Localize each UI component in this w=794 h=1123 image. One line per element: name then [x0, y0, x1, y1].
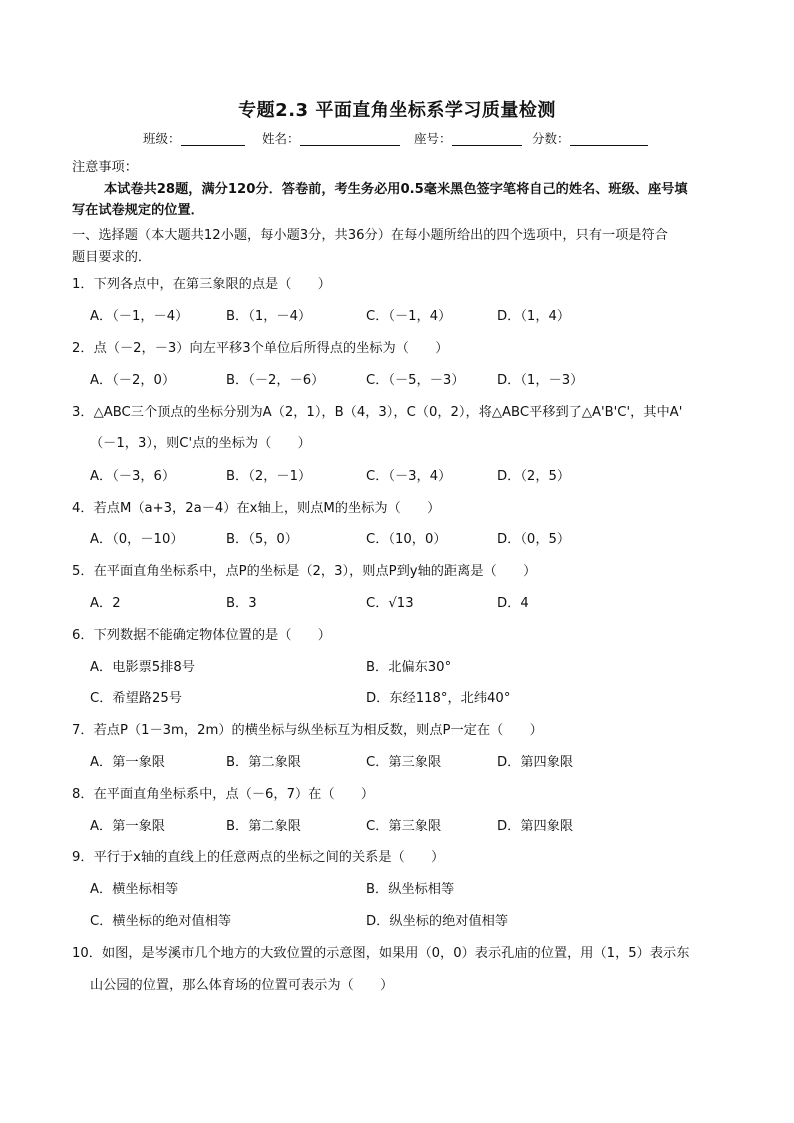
question-9-stem: 9．平行于x轴的直线上的任意两点的坐标之间的关系是（ ）: [72, 850, 445, 865]
seat-blank[interactable]: [452, 132, 522, 146]
question-3-option-c[interactable]: C．（－3，4）: [366, 469, 452, 484]
name-blank[interactable]: [300, 132, 400, 146]
question-1-option-a[interactable]: A．（－1，－4）: [90, 309, 189, 324]
question-6-option-b[interactable]: B．北偏东30°: [366, 660, 452, 675]
score-blank[interactable]: [570, 132, 648, 146]
question-2-option-c[interactable]: C．（－5，－3）: [366, 373, 465, 388]
page-title: 专题2.3 平面直角坐标系学习质量检测: [238, 100, 556, 121]
section-heading-line-1: 一、选择题（本大题共12小题，每小题3分，共36分）在每小题所给出的四个选项中，只有一项是符合: [72, 228, 668, 243]
question-1-option-c[interactable]: C．（－1，4）: [366, 309, 452, 324]
question-3-option-b[interactable]: B．（2，－1）: [226, 469, 312, 484]
seat-label: 座号：: [414, 131, 452, 146]
question-9-option-b[interactable]: B．纵坐标相等: [366, 882, 455, 897]
question-8-stem: 8．在平面直角坐标系中，点（－6，7）在（ ）: [72, 787, 375, 802]
question-1-stem: 1．下列各点中，在第三象限的点是（ ）: [72, 277, 331, 292]
question-7-option-d[interactable]: D．第四象限: [497, 755, 574, 770]
name-label: 姓名：: [262, 131, 300, 146]
question-3-option-d[interactable]: D．（2，5）: [497, 469, 571, 484]
question-4-option-b[interactable]: B．（5，0）: [226, 532, 298, 547]
question-6-option-d[interactable]: D．东经118°，北纬40°: [366, 691, 511, 706]
question-6-option-a[interactable]: A．电影票5排8号: [90, 660, 195, 675]
question-1-option-d[interactable]: D．（1，4）: [497, 309, 571, 324]
score-label: 分数：: [532, 131, 570, 146]
question-3-stem-line-2: （－1，3），则C'点的坐标为（ ）: [90, 436, 311, 451]
class-blank[interactable]: [181, 132, 245, 146]
question-9-option-a[interactable]: A．横坐标相等: [90, 882, 179, 897]
question-5-stem: 5．在平面直角坐标系中，点P的坐标是（2，3），则点P到y轴的距离是（ ）: [72, 564, 537, 579]
question-4-option-d[interactable]: D．（0，5）: [497, 532, 571, 547]
question-7-option-c[interactable]: C．第三象限: [366, 755, 442, 770]
question-2-option-d[interactable]: D．（1，－3）: [497, 373, 584, 388]
question-5-option-c[interactable]: C．√13: [366, 596, 414, 611]
question-8-option-c[interactable]: C．第三象限: [366, 819, 442, 834]
question-9-option-d[interactable]: D．纵坐标的绝对值相等: [366, 914, 509, 929]
question-2-stem: 2．点（－2，－3）向左平移3个单位后所得点的坐标为（ ）: [72, 341, 449, 356]
question-4-option-c[interactable]: C．（10，0）: [366, 532, 447, 547]
question-9-option-c[interactable]: C．横坐标的绝对值相等: [90, 914, 232, 929]
notice-line-2: 写在试卷规定的位置．: [72, 203, 204, 218]
question-6-stem: 6．下列数据不能确定物体位置的是（ ）: [72, 628, 331, 643]
question-3-stem-line-1: 3．△ABC三个顶点的坐标分别为A（2，1），B（4，3），C（0，2），将△ABC平移到了△A'B'C'，其中A': [72, 405, 683, 420]
question-2-option-a[interactable]: A．（－2，0）: [90, 373, 176, 388]
question-8-option-a[interactable]: A．第一象限: [90, 819, 165, 834]
section-heading-line-2: 题目要求的．: [72, 250, 152, 265]
question-5-option-b[interactable]: B．3: [226, 596, 257, 611]
class-label: 班级：: [143, 131, 181, 146]
question-7-option-a[interactable]: A．第一象限: [90, 755, 165, 770]
question-6-option-c[interactable]: C．希望路25号: [90, 691, 182, 706]
question-10-stem-line-1: 10．如图，是岑溪市几个地方的大致位置的示意图，如果用（0，0）表示孔庙的位置，用（1，5）表示东: [72, 946, 690, 961]
seat-field: [414, 129, 522, 147]
question-3-option-a[interactable]: A．（－3，6）: [90, 469, 176, 484]
question-5-option-a[interactable]: A．2: [90, 596, 121, 611]
question-8-option-b[interactable]: B．第二象限: [226, 819, 301, 834]
question-7-stem: 7．若点P（1－3m，2m）的横坐标与纵坐标互为相反数，则点P一定在（ ）: [72, 723, 543, 738]
question-10-stem-line-2: 山公园的位置，那么体育场的位置可表示为（ ）: [90, 978, 394, 993]
question-2-option-b[interactable]: B．（－2，－6）: [226, 373, 325, 388]
question-4-option-a[interactable]: A．（0，－10）: [90, 532, 184, 547]
question-8-option-d[interactable]: D．第四象限: [497, 819, 574, 834]
question-4-stem: 4．若点M（a+3，2a－4）在x轴上，则点M的坐标为（ ）: [72, 501, 441, 516]
notice-label: 注意事项：: [72, 160, 138, 175]
class-field: [143, 129, 245, 147]
name-field: [262, 129, 400, 147]
question-5-option-d[interactable]: D．4: [497, 596, 529, 611]
question-1-option-b[interactable]: B．（1，－4）: [226, 309, 312, 324]
score-field: [532, 129, 648, 147]
notice-line-1: 本试卷共28题，满分120分．答卷前，考生务必用0.5毫米黑色签字笔将自己的姓名、班级、座号填: [104, 182, 688, 197]
question-7-option-b[interactable]: B．第二象限: [226, 755, 301, 770]
